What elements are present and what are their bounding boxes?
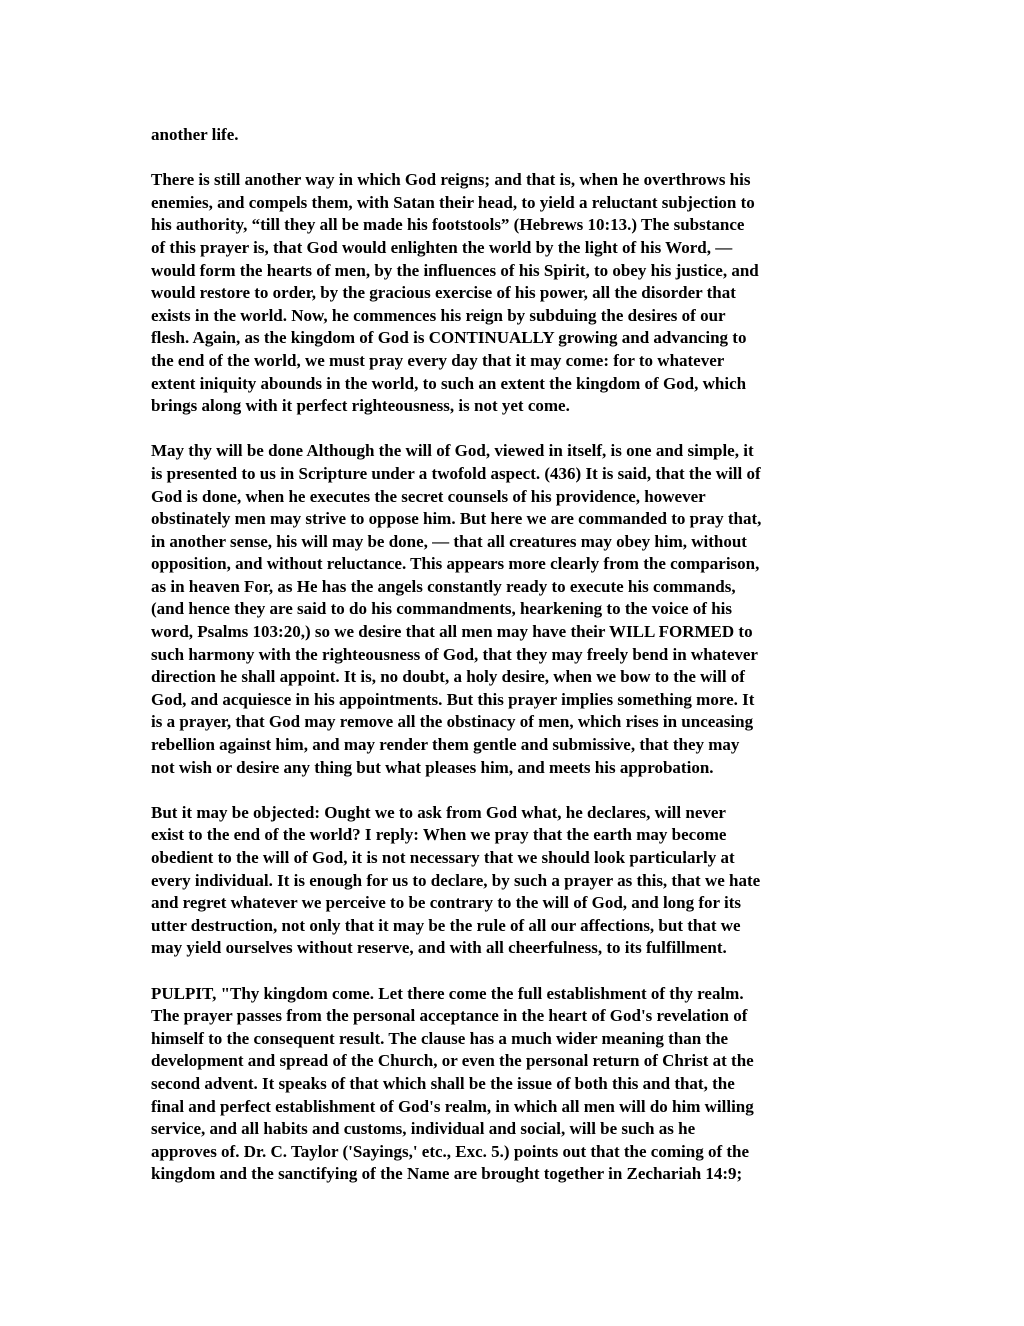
text-line: not wish or desire any thing but what pleases him, and meets his approbation.	[151, 757, 714, 777]
text-line: approves of. Dr. C. Taylor ('Sayings,' etc., Exc. 5.) points out that the coming of the	[151, 1141, 750, 1161]
text-line: PULPIT, "Thy kingdom come. Let there come the full establishment of thy realm.	[151, 983, 744, 1003]
text-line: opposition, and without reluctance. This appears more clearly from the comparison,	[151, 554, 760, 574]
text-line: as in heaven For, as He has the angels constantly ready to execute his commands,	[151, 576, 736, 596]
text-line: is a prayer, that God may remove all the obstinacy of men, which rises in unceasing	[151, 712, 754, 732]
text-line: God is done, when he executes the secret counsels of his providence, however	[151, 486, 706, 506]
text-line: word, Psalms 103:20,) so we desire that all men may have their WILL FORMED to	[151, 622, 753, 642]
text-line: his authority, “till they all be made his footstools” (Hebrews 10:13.) The substance	[151, 215, 745, 235]
text-line: second advent. It speaks of that which shall be the issue of both this and that, the	[151, 1073, 735, 1093]
text-line: flesh. Again, as the kingdom of God is CONTINUALLY growing and advancing to	[151, 328, 747, 348]
text-line: and regret whatever we perceive to be contrary to the will of God, and long for its	[151, 893, 742, 913]
text-line: utter destruction, not only that it may be the rule of all our affections, but that we	[151, 915, 741, 935]
text-line: obstinately men may strive to oppose him. But here we are commanded to pray that,	[151, 509, 762, 529]
text-line: is presented to us in Scripture under a twofold aspect. (436) It is said, that the will of	[151, 463, 761, 483]
text-line: brings along with it perfect righteousness, is not yet come.	[151, 396, 570, 416]
text-line: every individual. It is enough for us to declare, by such a prayer as this, that we hate	[151, 870, 761, 890]
text-line: of this prayer is, that God would enlighten the world by the light of his Word, —	[151, 237, 733, 257]
text-line: exist to the end of the world? I reply: When we pray that the earth may become	[151, 825, 727, 845]
paragraph-god-reigns	[151, 169, 881, 418]
text-line: obedient to the will of God, it is not necessary that we should look particularly at	[151, 848, 735, 867]
text-line: development and spread of the Church, or even the personal return of Christ at the	[151, 1051, 754, 1071]
text-line: enemies, and compels them, with Satan their head, to yield a reluctant subjection to	[151, 192, 755, 212]
paragraph-another-life	[151, 124, 881, 147]
document-body	[151, 124, 881, 1209]
text-line: kingdom and the sanctifying of the Name are brought together in Zechariah 14:9;	[151, 1164, 743, 1184]
text-line: another life.	[151, 125, 239, 144]
text-line: may yield ourselves without reserve, and with all cheerfulness, to its fulfillment.	[151, 938, 727, 958]
text-line: (and hence they are said to do his commandments, hearkening to the voice of his	[151, 599, 732, 619]
text-line: May thy will be done Although the will of God, viewed in itself, is one and simple, it	[151, 441, 754, 461]
text-line: extent iniquity abounds in the world, to such an extent the kingdom of God, which	[151, 373, 747, 393]
text-line: rebellion against him, and may render them gentle and submissive, that they may	[151, 735, 740, 755]
text-line: himself to the consequent result. The clause has a much wider meaning than the	[151, 1028, 729, 1048]
paragraph-pulpit	[151, 983, 881, 1186]
text-line: final and perfect establishment of God's realm, in which all men will do him willing	[151, 1096, 754, 1116]
text-line: the end of the world, we must pray every day that it may come: for to whatever	[151, 350, 725, 370]
text-line: But it may be objected: Ought we to ask from God what, he declares, will never	[151, 802, 726, 822]
text-line: would form the hearts of men, by the influences of his Spirit, to obey his justice, and	[151, 260, 759, 280]
text-line: exists in the world. Now, he commences his reign by subduing the desires of our	[151, 305, 726, 325]
paragraph-objection	[151, 802, 881, 960]
text-line: The prayer passes from the personal acceptance in the heart of God's revelation of	[151, 1006, 748, 1026]
text-line: such harmony with the righteousness of God, that they may freely bend in whatever	[151, 644, 758, 664]
text-line: in another sense, his will may be done, — that all creatures may obey him, without	[151, 531, 747, 551]
text-line: would restore to order, by the gracious exercise of his power, all the disorder that	[151, 283, 736, 303]
text-line: service, and all habits and customs, individual and social, will be such as he	[151, 1119, 696, 1139]
text-line: There is still another way in which God reigns; and that is, when he overthrows his	[151, 170, 751, 190]
paragraph-thy-will-be-done	[151, 440, 881, 779]
text-line: direction he shall appoint. It is, no doubt, a holy desire, when we bow to the will of	[151, 667, 745, 687]
text-line: God, and acquiesce in his appointments. But this prayer implies something more. It	[151, 689, 755, 709]
